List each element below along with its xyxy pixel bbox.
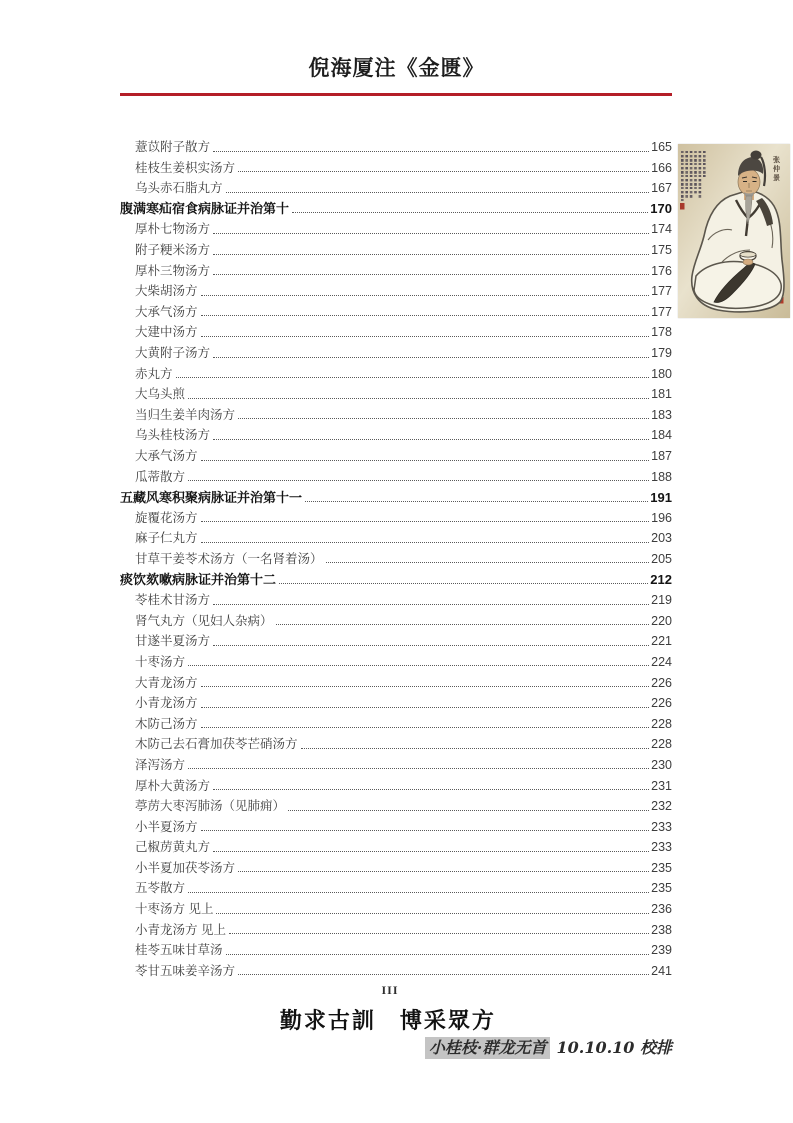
toc-entry-page: 236 <box>651 902 672 917</box>
toc-entry-label: 乌头赤石脂丸方 <box>135 181 223 196</box>
dot-leader <box>213 233 649 234</box>
toc-entry[interactable] <box>120 630 672 651</box>
toc-entry-page: 220 <box>651 613 672 628</box>
toc-entry-label: 十枣汤方 <box>135 654 186 669</box>
toc-entry-label: 木防己汤方 <box>135 716 198 731</box>
dot-leader <box>326 562 650 563</box>
toc-entry-label: 十枣汤方 见上 <box>135 902 214 917</box>
toc-entry[interactable] <box>120 157 672 178</box>
dot-leader <box>238 871 649 872</box>
toc-entry[interactable] <box>120 342 672 363</box>
toc-entry-page: 219 <box>651 593 672 608</box>
toc-chapter-entry[interactable] <box>120 486 672 507</box>
caption-char-1: 张 <box>773 155 780 164</box>
toc-entry[interactable] <box>120 177 672 198</box>
toc-entry[interactable] <box>120 445 672 466</box>
page-title: 倪海厦注《金匮》 <box>308 57 485 80</box>
toc-entry-page: 191 <box>650 489 672 505</box>
toc-entry[interactable] <box>120 671 672 692</box>
dot-leader <box>238 171 649 172</box>
toc-entry[interactable] <box>120 651 672 672</box>
toc-entry-page: 174 <box>651 222 672 237</box>
toc-entry-label: 薏苡附子散方 <box>135 140 211 155</box>
dot-leader <box>292 212 648 213</box>
dot-leader <box>188 892 649 893</box>
toc-entry-page: 176 <box>651 263 672 278</box>
dot-leader <box>305 501 648 502</box>
toc-entry[interactable] <box>120 280 672 301</box>
toc-entry-label: 赤丸方 <box>135 366 173 381</box>
toc-entry-page: 205 <box>651 551 672 566</box>
dot-leader <box>201 727 650 728</box>
toc-entry-label: 己椒苈黄丸方 <box>135 840 211 855</box>
toc-entry-label: 大建中汤方 <box>135 325 198 340</box>
toc-entry[interactable] <box>120 363 672 384</box>
toc-entry[interactable] <box>120 527 672 548</box>
toc-entry-label: 腹满寒疝宿食病脉证并治第十 <box>120 201 290 217</box>
portrait-painting-svg <box>678 144 790 318</box>
toc-entry-page: 231 <box>651 778 672 793</box>
toc-entry[interactable] <box>120 383 672 404</box>
toc-entry-page: 233 <box>651 819 672 834</box>
toc-entry-page: 183 <box>651 407 672 422</box>
toc-entry[interactable] <box>120 939 672 960</box>
dot-leader <box>201 295 650 296</box>
footer-motto: 勤求古訓 博采眾方 <box>279 1008 496 1034</box>
toc-entry-page: 221 <box>651 634 672 649</box>
dot-leader <box>238 974 649 975</box>
dot-leader <box>301 748 650 749</box>
toc-entry-page: 228 <box>651 737 672 752</box>
toc-entry-page: 212 <box>650 572 672 588</box>
toc-entry[interactable] <box>120 877 672 898</box>
toc-entry-label: 旋覆花汤方 <box>135 510 198 525</box>
dot-leader <box>288 810 649 811</box>
toc-entry-label: 肾气丸方（见妇人杂病） <box>135 613 273 628</box>
toc-entry-label: 泽泻汤方 <box>135 757 186 772</box>
toc-entry-page: 233 <box>651 840 672 855</box>
toc-entry-page: 165 <box>651 140 672 155</box>
dot-leader <box>201 830 650 831</box>
toc-entry-page: 187 <box>651 449 672 463</box>
toc-entry-label: 五藏风寒积聚病脉证并治第十一 <box>120 489 303 505</box>
toc-entry[interactable] <box>120 466 672 487</box>
toc-chapter-entry[interactable] <box>120 568 672 589</box>
toc-entry[interactable] <box>120 857 672 878</box>
toc-entry-label: 大乌头煎 <box>135 387 186 402</box>
toc-entry-page: 179 <box>651 346 672 361</box>
toc-entry[interactable] <box>120 321 672 342</box>
toc-entry[interactable] <box>120 301 672 322</box>
dot-leader <box>213 604 649 605</box>
dot-leader <box>188 665 649 666</box>
toc-entry-page: 241 <box>651 963 672 978</box>
toc-list <box>120 136 672 980</box>
toc-entry-label: 大柴胡汤方 <box>135 284 198 299</box>
toc-entry-page: 226 <box>651 696 672 711</box>
toc-entry-label: 桂苓五味甘草汤 <box>135 943 223 958</box>
header-divider <box>120 93 672 96</box>
toc-entry[interactable] <box>120 218 672 239</box>
dot-leader <box>279 583 648 584</box>
toc-entry-page: 181 <box>651 387 672 402</box>
dot-leader <box>213 789 649 790</box>
toc-entry[interactable] <box>120 610 672 631</box>
toc-entry[interactable] <box>120 836 672 857</box>
toc-entry[interactable] <box>120 239 672 260</box>
toc-entry[interactable] <box>120 754 672 775</box>
toc-entry-label: 苓桂术甘汤方 <box>135 593 211 608</box>
toc-entry-label: 小青龙汤方 见上 <box>135 922 226 937</box>
footer-credit <box>425 1035 672 1058</box>
dot-leader <box>201 336 650 337</box>
toc-entry-label: 大承气汤方 <box>135 449 198 463</box>
dot-leader <box>201 460 650 461</box>
toc-entry-label: 大黄附子汤方 <box>135 346 211 361</box>
toc-entry-page: 175 <box>651 243 672 258</box>
toc-entry-page: 228 <box>651 716 672 731</box>
toc-entry-label: 厚朴三物汤方 <box>135 263 211 278</box>
toc-entry-page: 232 <box>651 799 672 814</box>
toc-entry-label: 附子粳米汤方 <box>135 243 211 258</box>
toc-entry-page: 177 <box>651 284 672 299</box>
toc-entry-page: 235 <box>651 860 672 875</box>
dot-leader <box>201 707 650 708</box>
dot-leader <box>213 357 649 358</box>
toc-entry-label: 小半夏加茯苓汤方 <box>135 860 236 875</box>
toc-entry-label: 麻子仁丸方 <box>135 531 198 546</box>
toc-entry-label: 甘遂半夏汤方 <box>135 634 211 649</box>
toc-entry[interactable] <box>120 136 672 157</box>
toc-entry-page: 230 <box>651 757 672 772</box>
zhang-zhongjing-portrait <box>678 144 790 318</box>
toc-entry[interactable] <box>120 919 672 940</box>
page-number: III <box>381 983 399 997</box>
caption-char-3: 景 <box>773 173 780 182</box>
dot-leader <box>201 315 650 316</box>
toc-entry[interactable] <box>120 774 672 795</box>
dot-leader <box>229 933 649 934</box>
dot-leader <box>276 624 650 625</box>
toc-entry-page: 235 <box>651 881 672 896</box>
toc-entry-page: 180 <box>651 366 672 381</box>
dot-leader <box>213 254 649 255</box>
toc-chapter-entry[interactable] <box>120 198 672 219</box>
toc-entry-label: 当归生姜羊肉汤方 <box>135 407 236 422</box>
toc-entry-label: 大青龙汤方 <box>135 675 198 690</box>
toc-entry-label: 甘草干姜苓术汤方（一名肾着汤） <box>135 551 323 566</box>
toc-entry[interactable] <box>120 589 672 610</box>
dot-leader <box>188 768 649 769</box>
dot-leader <box>201 686 650 687</box>
toc-entry-page: 203 <box>651 531 672 546</box>
toc-entry-label: 五苓散方 <box>135 881 186 896</box>
toc-entry[interactable] <box>120 898 672 919</box>
toc-entry-page: 178 <box>651 325 672 340</box>
toc-entry[interactable] <box>120 733 672 754</box>
dot-leader <box>213 645 649 646</box>
seal-stamp-left <box>680 203 685 210</box>
dot-leader <box>201 521 650 522</box>
toc-entry[interactable] <box>120 260 672 281</box>
toc-entry-label: 瓜蒂散方 <box>135 469 186 484</box>
dot-leader <box>176 377 650 378</box>
toc-entry-page: 166 <box>651 160 672 175</box>
toc-entry-page: 188 <box>651 469 672 484</box>
dot-leader <box>226 192 650 193</box>
toc-entry-label: 小半夏汤方 <box>135 819 198 834</box>
toc-entry-label: 木防己去石膏加茯苓芒硝汤方 <box>135 737 298 752</box>
toc-entry-page: 238 <box>651 922 672 937</box>
dot-leader <box>201 542 650 543</box>
toc-entry[interactable] <box>120 960 672 981</box>
toc-entry-label: 葶苈大枣泻肺汤（见肺痈） <box>135 799 286 814</box>
toc-entry-label: 厚朴七物汤方 <box>135 222 211 237</box>
toc-entry[interactable] <box>120 404 672 425</box>
credit-highlighted-text: 小桂枝·群龙无首 <box>425 1037 551 1059</box>
toc-entry[interactable] <box>120 816 672 837</box>
toc-entry-label: 乌头桂枝汤方 <box>135 428 211 443</box>
toc-entry-page: 239 <box>651 943 672 958</box>
toc-entry-page: 184 <box>651 428 672 443</box>
toc-entry-page: 226 <box>651 675 672 690</box>
toc-entry[interactable] <box>120 713 672 734</box>
toc-entry-label: 大承气汤方 <box>135 304 198 319</box>
toc-entry-label: 小青龙汤方 <box>135 696 198 711</box>
toc-entry-label: 苓甘五味姜辛汤方 <box>135 963 236 978</box>
dot-leader <box>238 418 649 419</box>
toc-entry[interactable] <box>120 692 672 713</box>
toc-entry-page: 170 <box>650 201 672 217</box>
dot-leader <box>188 398 649 399</box>
toc-entry-page: 167 <box>651 181 672 196</box>
toc-entry-label: 痰饮欬嗽病脉证并治第十二 <box>120 572 277 588</box>
dot-leader <box>188 480 649 481</box>
toc-entry-page: 177 <box>651 304 672 319</box>
toc-entry[interactable] <box>120 507 672 528</box>
toc-entry[interactable] <box>120 795 672 816</box>
portrait-caption <box>773 155 780 182</box>
toc-entry-label: 桂枝生姜枳实汤方 <box>135 160 236 175</box>
dot-leader <box>213 851 649 852</box>
credit-date-text: 10.10.10 校排 <box>556 1038 672 1057</box>
dot-leader <box>213 439 649 440</box>
dot-leader <box>213 274 649 275</box>
caption-char-2: 仲 <box>773 164 780 173</box>
toc-entry[interactable] <box>120 424 672 445</box>
dot-leader <box>213 151 649 152</box>
dot-leader <box>226 954 650 955</box>
toc-entry-label: 厚朴大黄汤方 <box>135 778 211 793</box>
toc-entry-page: 224 <box>651 654 672 669</box>
toc-entry-page: 196 <box>651 510 672 525</box>
dot-leader <box>216 913 649 914</box>
toc-entry[interactable] <box>120 548 672 569</box>
